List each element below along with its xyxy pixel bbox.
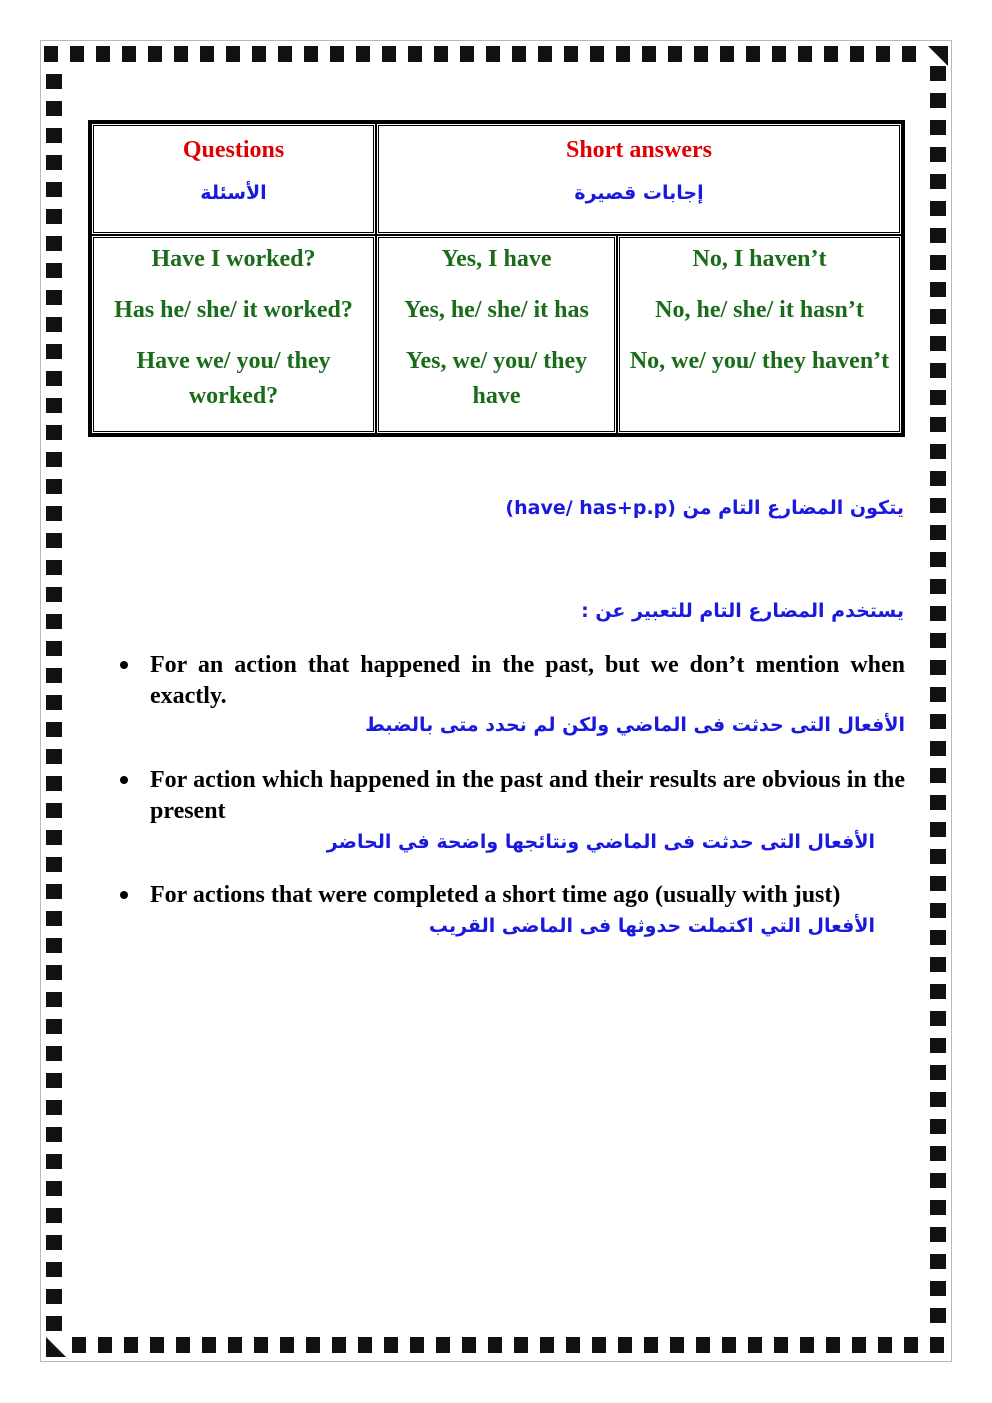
border-corner-top-right (928, 46, 948, 66)
usage-english: For actions that were completed a short time ago (usually with just) (150, 882, 841, 908)
no-answer-item: No, we/ you/ they haven’t (629, 348, 890, 374)
no-answers-cell (617, 235, 902, 434)
question-item: Have I worked? (151, 246, 316, 272)
yes-answer-item: Yes, I have (441, 246, 552, 272)
decorative-border-bottom (72, 1337, 948, 1353)
decorative-border-top (44, 46, 920, 62)
usage-bullet (110, 765, 905, 853)
usage-arabic: الأفعال التى حدثت فى الماضي ولكن لم نحدد متى بالضبط (365, 714, 905, 736)
bullet-icon (120, 891, 128, 899)
questions-cell (91, 235, 376, 434)
short-answers-header-cell (376, 123, 902, 235)
usage-bullet (110, 880, 905, 937)
formation-text: يتكون المضارع التام من (682, 497, 904, 519)
usage-english: For action which happened in the past and their results are obvious in the present (150, 767, 905, 824)
decorative-border-right (930, 66, 946, 1328)
no-answer-item: No, he/ she/ it hasn’t (655, 297, 864, 323)
questions-header-arabic: الأسئلة (200, 182, 267, 204)
no-answer-item: No, I haven’t (692, 246, 827, 272)
yes-answers-cell (376, 235, 617, 434)
yes-answer-item: Yes, he/ she/ it has (404, 297, 589, 323)
questions-header-cell (91, 123, 376, 235)
usage-intro: يستخدم المضارع التام للتعبير عن : (581, 600, 904, 622)
bullet-icon (120, 776, 128, 784)
short-answers-header: Short answers (565, 137, 712, 163)
formation-formula: (have/ has+p.p) (505, 497, 676, 519)
usage-arabic: الأفعال التي اكتملت حدوثها فى الماضى القريب (428, 915, 875, 937)
usage-arabic: الأفعال التى حدثت فى الماضي ونتائجها واضحة في الحاضر (326, 831, 875, 853)
border-corner-bottom-left (46, 1337, 66, 1357)
usage-english: For an action that happened in the past, but we don’t mention when exactly. (150, 652, 905, 709)
question-item: Have we/ you/ they worked? (136, 348, 331, 409)
decorative-border-left (46, 74, 62, 1336)
questions-header: Questions (182, 137, 285, 163)
grammar-table (88, 120, 905, 437)
question-item: Has he/ she/ it worked? (114, 297, 353, 323)
bullet-icon (120, 661, 128, 669)
yes-answer-item: Yes, we/ you/ they have (405, 348, 588, 409)
formation-rule (505, 497, 904, 519)
short-answers-header-arabic: إجابات قصيرة (574, 182, 704, 204)
usage-bullet (110, 650, 905, 736)
